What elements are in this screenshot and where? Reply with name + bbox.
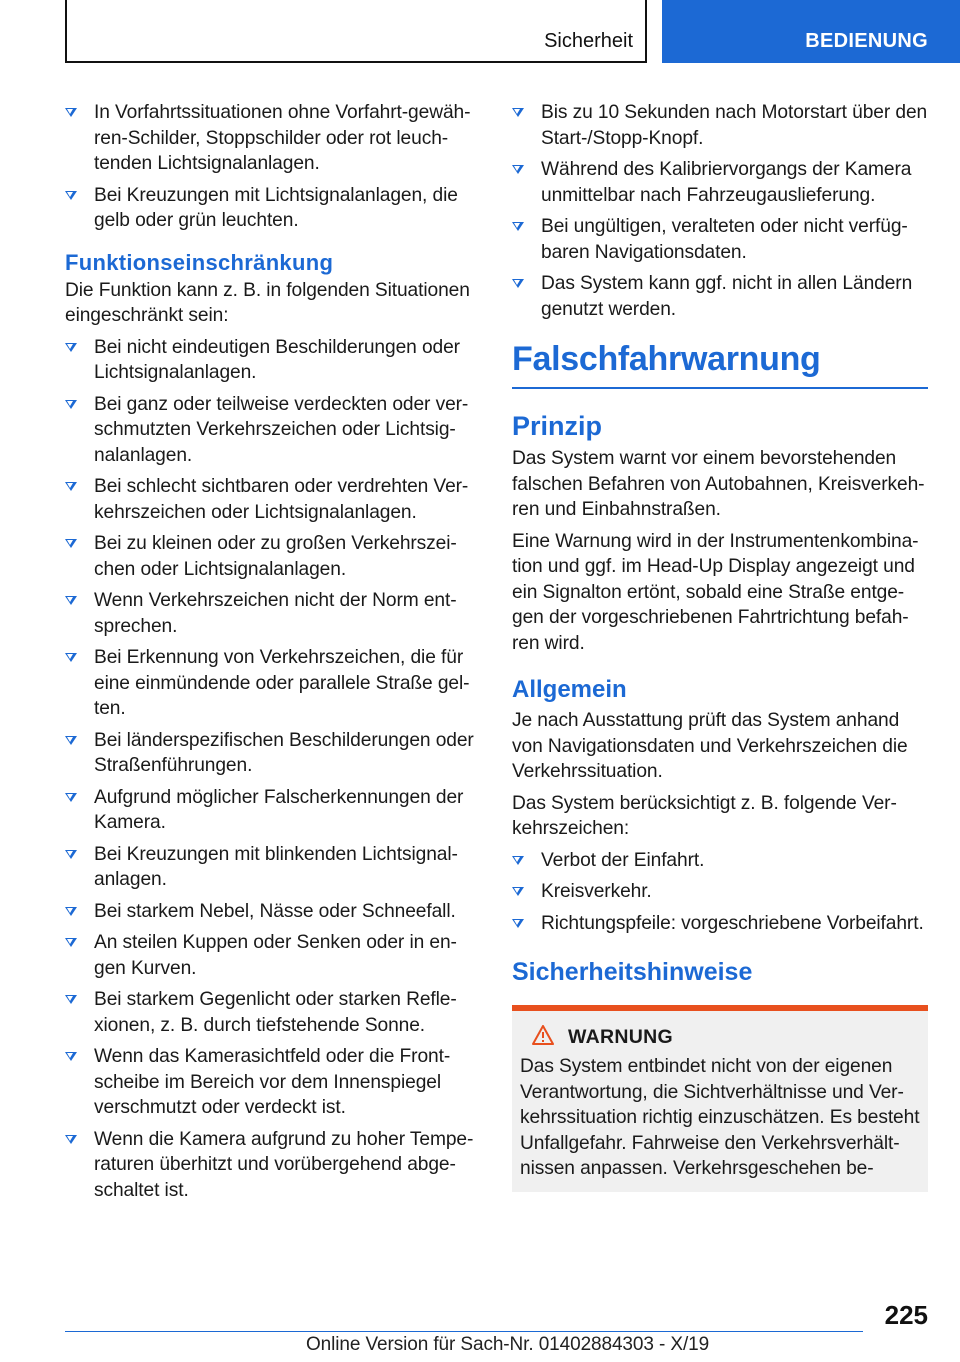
chapter-tab-label: BEDIENUNG <box>805 30 928 52</box>
bullet-triangle-icon <box>65 596 77 605</box>
list-item <box>65 1044 477 1121</box>
sign-bullet-list <box>512 848 928 937</box>
chapter-tab[interactable] <box>662 0 960 63</box>
list-item-text: Bis zu 10 Sekunden nach Motorstart über den Start-/Stopp-Knopf. <box>541 102 928 149</box>
right-column <box>512 100 928 1192</box>
list-item-text: Das System kann ggf. nicht in allen Ländern genutzt werden. <box>541 273 913 320</box>
bullet-triangle-icon <box>65 850 77 859</box>
warning-title: WARNUNG <box>568 1026 674 1048</box>
list-item <box>512 157 928 208</box>
list-item <box>512 271 928 322</box>
list-item <box>65 183 477 234</box>
list-item-text: Während des Kalibriervorgangs der Kamera unmittelbar nach Fahrzeugauslieferung. <box>541 159 912 206</box>
list-item-text: In Vorfahrtssituationen ohne Vorfahrt‐gewäh‐ren-Schilder, Stoppschilder oder rot leuch‐tenden Lichtsignalanlagen. <box>94 102 471 174</box>
list-item <box>65 474 477 525</box>
list-item-text: Bei nicht eindeutigen Beschilderungen oder Lichtsignalanlagen. <box>94 336 460 383</box>
bullet-triangle-icon <box>512 856 524 865</box>
list-item <box>65 335 477 386</box>
list-item <box>65 392 477 469</box>
list-item-text: An steilen Kuppen oder Senken oder in en‐gen Kurven. <box>94 932 457 979</box>
bullet-triangle-icon <box>512 887 524 896</box>
list-item-text: Wenn die Kamera aufgrund zu hoher Tempe‐raturen überhitzt und vorübergehend abge‐schaltet ist. <box>94 1128 474 1201</box>
list-item <box>512 848 928 874</box>
list-item-text: Bei Kreuzungen mit Lichtsignalanlagen, die gelb oder grün leuchten. <box>94 184 458 231</box>
list-item <box>65 987 477 1038</box>
header-frame <box>65 0 647 63</box>
list-item-text: Kreisverkehr. <box>541 881 652 902</box>
list-item <box>512 879 928 905</box>
list-item <box>65 588 477 639</box>
bullet-triangle-icon <box>512 279 524 288</box>
warning-text: Das System entbindet nicht von der eigenen Verantwortung, die Sichtverhältnisse und Ver‐kehrssituation richtig einzuschätzen. Es besteht Unfallgefahr. Fahrweise den Verkehrsverhält‐nissen anpassen. Verkehrsgeschehen be‐ <box>520 1056 920 1179</box>
bullet-triangle-icon <box>512 108 524 117</box>
warning-box <box>512 1005 928 1192</box>
bullet-triangle-icon <box>65 539 77 548</box>
bullet-triangle-icon <box>65 938 77 947</box>
general-paragraph-1: Je nach Ausstattung prüft das System anhand von Navigationsdaten und Verkehrszeichen die Verkehrssituation. <box>512 710 908 782</box>
principle-paragraph-2: Eine Warnung wird in der Instrumentenkombina‐tion und ggf. im Head-Up Display angezeigt und ein Signalton ertönt, sobald eine Straße entge‐gen der vorgeschriebenen Fahrtrichtung befah‐ren wird. <box>512 530 919 654</box>
bullet-triangle-icon <box>512 919 524 928</box>
general-heading: Allgemein <box>512 676 627 703</box>
condition-bullet-list <box>512 100 928 322</box>
bullet-triangle-icon <box>512 165 524 174</box>
section-title: Sicherheit <box>544 30 633 52</box>
general-paragraph-2: Das System berücksichtigt z. B. folgende Ver‐kehrszeichen: <box>512 792 897 839</box>
bullet-triangle-icon <box>65 995 77 1004</box>
list-item <box>65 1127 477 1204</box>
footer-divider <box>65 1331 863 1332</box>
limit-bullet-list <box>65 335 477 1204</box>
list-item-text: Bei zu kleinen oder zu großen Verkehrszei‐chen oder Lichtsignalanlagen. <box>94 533 457 580</box>
limit-text: Die Funktion kann z. B. in folgenden Situationen eingeschränkt sein: <box>65 279 470 326</box>
main-heading: Falschfahrwarnung <box>512 340 928 389</box>
bullet-triangle-icon <box>65 400 77 409</box>
bullet-triangle-icon <box>65 653 77 662</box>
list-item-text: Bei ganz oder teilweise verdeckten oder ver‐schmutzten Verkehrszeichen oder Lichtsig‐nalanlagen. <box>94 393 469 466</box>
list-item-text: Wenn das Kamerasichtfeld oder die Front‐scheibe im Bereich vor dem Innenspiegel verschmutzt oder verdeckt ist. <box>94 1046 451 1118</box>
principle-heading: Prinzip <box>512 411 603 441</box>
list-item <box>65 785 477 836</box>
bullet-triangle-icon <box>65 482 77 491</box>
list-item-text: Verbot der Einfahrt. <box>541 849 705 871</box>
list-item-text: Richtungspfeile: vorgeschriebene Vorbeifahrt. <box>541 912 924 934</box>
bullet-triangle-icon <box>65 736 77 745</box>
safety-heading: Sicherheitshinweise <box>512 958 753 986</box>
bullet-triangle-icon <box>512 222 524 231</box>
list-item-text: Aufgrund möglicher Falscherkennungen der Kamera. <box>94 786 464 833</box>
bullet-triangle-icon <box>65 907 77 916</box>
principle-paragraph-1: Das System warnt vor einem bevorstehenden falschen Befahren von Autobahnen, Kreisverkeh‐ren und Einbahnstraßen. <box>512 448 925 520</box>
list-item-text: Wenn Verkehrszeichen nicht der Norm ent‐sprechen. <box>94 590 457 637</box>
bullet-triangle-icon <box>65 1135 77 1144</box>
list-item-text: Bei länderspezifischen Beschilderungen oder Straßenführungen. <box>94 729 474 776</box>
list-item <box>65 930 477 981</box>
warning-header <box>520 1025 920 1050</box>
limit-heading: Funktionseinschränkung <box>65 249 334 275</box>
list-item-text: Bei starkem Nebel, Nässe oder Schneefall. <box>94 900 456 922</box>
list-item <box>65 100 477 177</box>
list-item <box>65 899 477 925</box>
list-item <box>65 531 477 582</box>
list-item <box>512 911 928 937</box>
list-item-text: Bei Kreuzungen mit blinkenden Lichtsignal‐anlagen. <box>94 843 458 890</box>
list-item <box>512 214 928 265</box>
warning-triangle-icon <box>532 1025 554 1050</box>
list-item-text: Bei schlecht sichtbaren oder verdrehten Ver‐kehrszeichen oder Lichtsignalanlagen. <box>94 476 469 523</box>
left-column <box>65 100 477 1209</box>
list-item-text: Bei ungültigen, veralteten oder nicht verfüg‐baren Navigationsdaten. <box>541 216 908 263</box>
bullet-triangle-icon <box>65 1052 77 1061</box>
bullet-triangle-icon <box>65 343 77 352</box>
list-item <box>65 645 477 722</box>
intro-bullet-list <box>65 100 477 234</box>
list-item <box>512 100 928 151</box>
list-item <box>65 842 477 893</box>
list-item <box>65 728 477 779</box>
list-item-text: Bei starkem Gegenlicht oder starken Refle‐xionen, z. B. durch tiefstehende Sonne. <box>94 989 457 1036</box>
page-number: 225 <box>884 1300 928 1330</box>
bullet-triangle-icon <box>65 191 77 200</box>
bullet-triangle-icon <box>65 108 77 117</box>
online-version-text: Online Version für Sach-Nr. 01402884303 - X/19 <box>306 1334 710 1355</box>
list-item-text: Bei Erkennung von Verkehrszeichen, die für eine einmündende oder parallele Straße gel‐ten. <box>94 647 470 719</box>
bullet-triangle-icon <box>65 793 77 802</box>
